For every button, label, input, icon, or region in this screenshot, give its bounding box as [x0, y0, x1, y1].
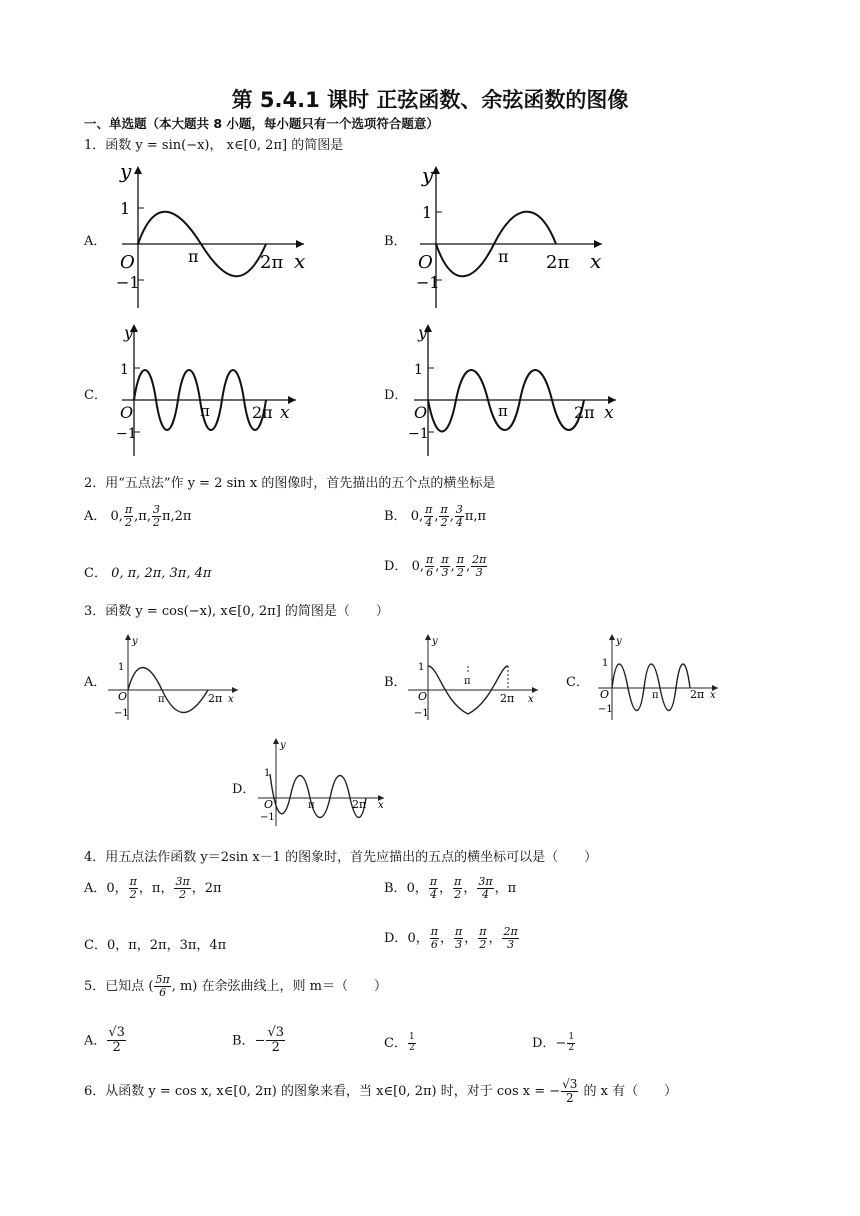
q3d-origin-label: O [264, 798, 274, 811]
q2-a-frac-2 [152, 504, 161, 529]
frac-num: 3 [152, 503, 160, 516]
question-1-stem: 1．函数 y = sin(−x)， x∈[0, 2π] 的简图是 [84, 138, 344, 153]
q2-d-frac-4 [471, 554, 487, 579]
q3a-neg-one-label: −1 [114, 708, 129, 719]
frac-den: 4 [425, 516, 433, 530]
frac-num: 1 [408, 1032, 415, 1043]
frac-den: 2 [565, 1091, 574, 1106]
q2-b-frac-3 [455, 504, 464, 529]
frac-num: π [429, 875, 438, 888]
q1d-one-label: 1 [414, 362, 423, 378]
q4-option-a [84, 876, 222, 901]
section-heading: 一、单选题（本大题共 8 小题，每小题只有一个选项符合题意） [84, 116, 439, 131]
q1a-pi-label: π [188, 247, 199, 266]
question-6-stem [84, 1078, 677, 1105]
q1c-one-label: 1 [120, 362, 129, 378]
q4-c-text: 0，π，2π，3π，4π [106, 938, 227, 953]
q5-d-frac [567, 1033, 575, 1054]
q2-d-part: , [450, 559, 455, 575]
q3c-x-label: x [710, 690, 716, 701]
frac-num: π [454, 875, 462, 888]
q4-d-frac-1 [430, 926, 439, 951]
q4-b-part: ， [439, 881, 453, 897]
q1c-y-label: y [124, 323, 134, 342]
q4-d-part: ， [464, 931, 478, 947]
q4-option-b [384, 876, 516, 901]
frac-num: π [129, 875, 137, 888]
q4-a-part: ，2π [191, 881, 222, 897]
q1b-y-label: y [422, 163, 434, 187]
q4-d-frac-4 [502, 926, 518, 951]
q1b-pi-label: π [498, 247, 509, 266]
q1a-y-label: y [120, 159, 132, 183]
frac-den: 6 [430, 938, 438, 952]
q1b-one-label: 1 [422, 203, 433, 222]
frac-num: 2π [472, 553, 487, 566]
q1-option-d-label: D． [384, 388, 408, 403]
frac-den: 2 [568, 1043, 575, 1053]
q3-option-c-label: C． [566, 675, 589, 690]
q2-b-part: 0, [410, 509, 424, 525]
q2-b-part: , [449, 509, 454, 525]
frac-den: 2 [125, 516, 133, 530]
q5-d-sign: − [555, 1036, 567, 1051]
q1b-origin-label: O [418, 252, 433, 273]
frac-den: 2 [479, 938, 487, 952]
q4-b-label: B． [384, 881, 407, 897]
q2-a-part: ,π, [134, 509, 151, 525]
frac-den: 2 [440, 516, 448, 530]
q2-a-frac-1 [124, 504, 133, 529]
q3c-one-label: 1 [602, 658, 609, 669]
frac-den: 6 [159, 986, 167, 1000]
q2-d-part: 0, [411, 559, 424, 575]
q3b-x-label: x [528, 694, 534, 705]
q1d-2pi-label: 2π [574, 403, 595, 422]
q3c-2pi-label: 2π [690, 688, 705, 701]
frac-den: 3 [475, 566, 483, 580]
q4-a-frac-2 [174, 876, 190, 901]
q3c-neg-one-label: −1 [598, 704, 613, 715]
q2-option-c [84, 562, 211, 581]
q3b-2pi-label: 2π [500, 692, 515, 705]
q5-option-b [232, 1026, 286, 1056]
frac-den: 6 [426, 566, 434, 580]
q4-option-c [84, 934, 226, 953]
q1a-one-label: 1 [120, 199, 131, 218]
frac-den: 4 [429, 888, 437, 902]
q1c-origin-label: O [120, 403, 134, 422]
question-3-stem: 3．函数 y = cos(−x), x∈[0, 2π] 的简图是（ ） [84, 604, 389, 619]
q4-a-part: ，π， [138, 881, 174, 897]
q5-stem-frac [154, 974, 170, 999]
frac-den: 3 [455, 938, 463, 952]
frac-den: 2 [179, 888, 187, 902]
frac-num: π [425, 503, 433, 516]
frac-num: π [124, 503, 133, 516]
q2-option-a [84, 504, 191, 529]
q4-option-d [384, 926, 520, 951]
q3c-pi-label: π [652, 690, 659, 701]
q4-d-frac-2 [454, 926, 463, 951]
frac-num: 3π [175, 875, 190, 888]
q3d-y-label: y [280, 740, 286, 751]
frac-num: 3π [478, 875, 493, 888]
q5-d-label: D． [532, 1036, 556, 1051]
frac-den: 2 [152, 516, 160, 530]
q4-b-frac-2 [453, 876, 462, 901]
q2-d-frac-1 [425, 554, 434, 579]
frac-num: π [441, 553, 449, 566]
q4-b-part: ， [463, 881, 477, 897]
q3b-pi-label: π [464, 676, 471, 687]
q3d-pi-label: π [308, 800, 315, 811]
q2-d-label: D． [384, 559, 408, 575]
q2-option-b [384, 504, 486, 529]
frac-num: 1 [568, 1032, 575, 1043]
q1a-neg-one-label: −1 [116, 273, 140, 292]
q3a-y-label: y [132, 636, 138, 647]
q3c-y-label: y [616, 636, 622, 647]
q5-b-label: B． [232, 1033, 255, 1049]
question-5-stem [84, 974, 387, 999]
frac-num: 5π [155, 973, 170, 986]
frac-den: 2 [129, 888, 137, 902]
frac-den: 2 [456, 566, 464, 580]
frac-num: π [479, 925, 487, 938]
q5-b-frac [266, 1026, 285, 1056]
q3a-x-label: x [228, 694, 234, 705]
q3b-origin-label: O [418, 690, 428, 703]
q1d-origin-label: O [414, 403, 428, 422]
q3b-y-label: y [432, 636, 438, 647]
frac-num: π [454, 925, 463, 938]
q1d-y-label: y [418, 323, 428, 342]
question-4-stem: 4．用五点法作函数 y＝2sin x－1 的图象时，首先应描出的五点的横坐标可以是（ ） [84, 850, 598, 865]
q1-option-a-label: A． [84, 234, 107, 249]
q3-graph-b [404, 632, 544, 724]
q3a-pi-label: π [158, 694, 165, 705]
q1-graph-a [116, 158, 316, 316]
q5-a-label: A． [84, 1033, 107, 1049]
q1c-2pi-label: 2π [252, 403, 273, 422]
q4-d-frac-3 [478, 926, 487, 951]
q3d-one-label: 1 [264, 768, 271, 779]
q1b-x-label: x [590, 249, 602, 273]
q4-b-frac-3 [477, 876, 493, 901]
frac-den: 2 [454, 888, 462, 902]
q4-a-frac-1 [129, 876, 138, 901]
q1d-neg-one-label: −1 [408, 426, 429, 442]
q5-a-frac [107, 1026, 126, 1056]
q2-d-frac-2 [440, 554, 449, 579]
q2-d-part: , [465, 559, 471, 575]
q3-option-a-label: A． [84, 675, 107, 690]
q5-stem-pre: 5．已知点 ( [84, 979, 154, 995]
q3-option-d-label: D． [232, 782, 256, 797]
q3-option-b-label: B． [384, 675, 407, 690]
q2-b-frac-2 [439, 504, 448, 529]
q3d-2pi-label: 2π [352, 798, 367, 811]
q4-d-label: D． [384, 931, 408, 947]
q4-d-part: ， [488, 931, 502, 947]
q5-b-sign: − [254, 1033, 266, 1049]
q2-b-part: , [434, 509, 439, 525]
frac-den: 4 [481, 888, 489, 902]
q4-b-part: 0， [406, 881, 428, 897]
q2-a-label: A． [84, 509, 107, 525]
q3d-neg-one-label: −1 [260, 812, 275, 823]
q1d-x-label: x [604, 403, 614, 423]
q6-stem-pre: 6．从函数 y = cos x, x∈[0, 2π) 的图象来看，当 x∈[0, 2π) 时，对于 cos x = − [84, 1084, 561, 1100]
frac-den: 2 [408, 1043, 415, 1053]
q3b-neg-one-label: −1 [414, 708, 429, 719]
q1d-pi-label: π [498, 402, 508, 420]
frac-num: π [440, 503, 448, 516]
frac-num: π [430, 925, 438, 938]
q2-d-part: , [435, 559, 440, 575]
q1b-neg-one-label: −1 [416, 273, 440, 292]
question-2-stem: 2．用“五点法”作 y = 2 sin x 的图像时，首先描出的五个点的横坐标是 [84, 476, 496, 491]
q3a-one-label: 1 [118, 662, 125, 673]
q3b-one-label: 1 [418, 662, 425, 673]
q3d-x-label: x [378, 800, 384, 811]
q4-d-part: ， [439, 931, 453, 947]
q1c-x-label: x [280, 403, 290, 423]
q1-graph-d [408, 320, 623, 462]
q2-option-d [384, 554, 488, 579]
frac-num: 3 [455, 503, 463, 516]
q1a-x-label: x [294, 249, 306, 273]
q1-graph-b [414, 158, 614, 316]
frac-den: 2 [112, 1040, 121, 1056]
q2-d-frac-3 [456, 554, 465, 579]
q1b-2pi-label: 2π [546, 252, 570, 273]
frac-den: 2 [271, 1040, 280, 1056]
q1-option-b-label: B． [384, 234, 407, 249]
q1c-pi-label: π [200, 402, 210, 420]
frac-num: √3 [108, 1025, 125, 1040]
q3-graph-a [104, 632, 244, 724]
frac-den: 3 [441, 566, 449, 580]
q3a-2pi-label: 2π [208, 692, 223, 705]
q1c-neg-one-label: −1 [116, 426, 137, 442]
q2-b-part: π,π [464, 509, 487, 525]
q4-d-part: 0， [407, 931, 429, 947]
q6-stem-frac [561, 1078, 578, 1105]
q2-a-part: 0, [110, 509, 123, 525]
q5-c-label: C． [384, 1036, 407, 1051]
q3-graph-d [254, 736, 390, 828]
q3-graph-c [594, 632, 724, 724]
frac-num: π [456, 553, 464, 566]
frac-num: √3 [267, 1025, 285, 1040]
q4-b-frac-1 [429, 876, 438, 901]
q4-b-part: ，π [494, 881, 517, 897]
frac-den: 3 [507, 938, 515, 952]
q4-a-label: A． [84, 881, 107, 897]
q3c-origin-label: O [600, 688, 610, 701]
q2-c-label: C． [84, 566, 107, 581]
q5-option-d [532, 1032, 576, 1054]
frac-num: √3 [562, 1077, 578, 1091]
q5-option-a [84, 1026, 127, 1056]
q2-b-frac-1 [424, 504, 433, 529]
q5-c-frac [408, 1033, 416, 1054]
q2-a-part: π,2π [161, 509, 192, 525]
q1-graph-c [116, 320, 306, 462]
frac-den: 4 [455, 516, 463, 530]
page-title: 第 5.4.1 课时 正弦函数、余弦函数的图像 [231, 88, 629, 112]
q6-stem-post: 的 x 有（ ） [579, 1084, 678, 1100]
q1a-2pi-label: 2π [260, 252, 284, 273]
frac-num: π [425, 553, 434, 566]
q1a-origin-label: O [120, 252, 135, 273]
q4-c-label: C． [84, 938, 107, 953]
q1-option-c-label: C． [84, 388, 107, 403]
q2-b-label: B． [384, 509, 407, 525]
q3a-origin-label: O [118, 690, 128, 703]
frac-num: 2π [503, 925, 518, 938]
q5-stem-post: , m) 在余弦曲线上，则 m＝（ ） [171, 979, 387, 995]
q2-c-text: 0, π, 2π, 3π, 4π [111, 566, 212, 581]
q4-a-part: 0， [106, 881, 128, 897]
q5-option-c [384, 1032, 417, 1054]
